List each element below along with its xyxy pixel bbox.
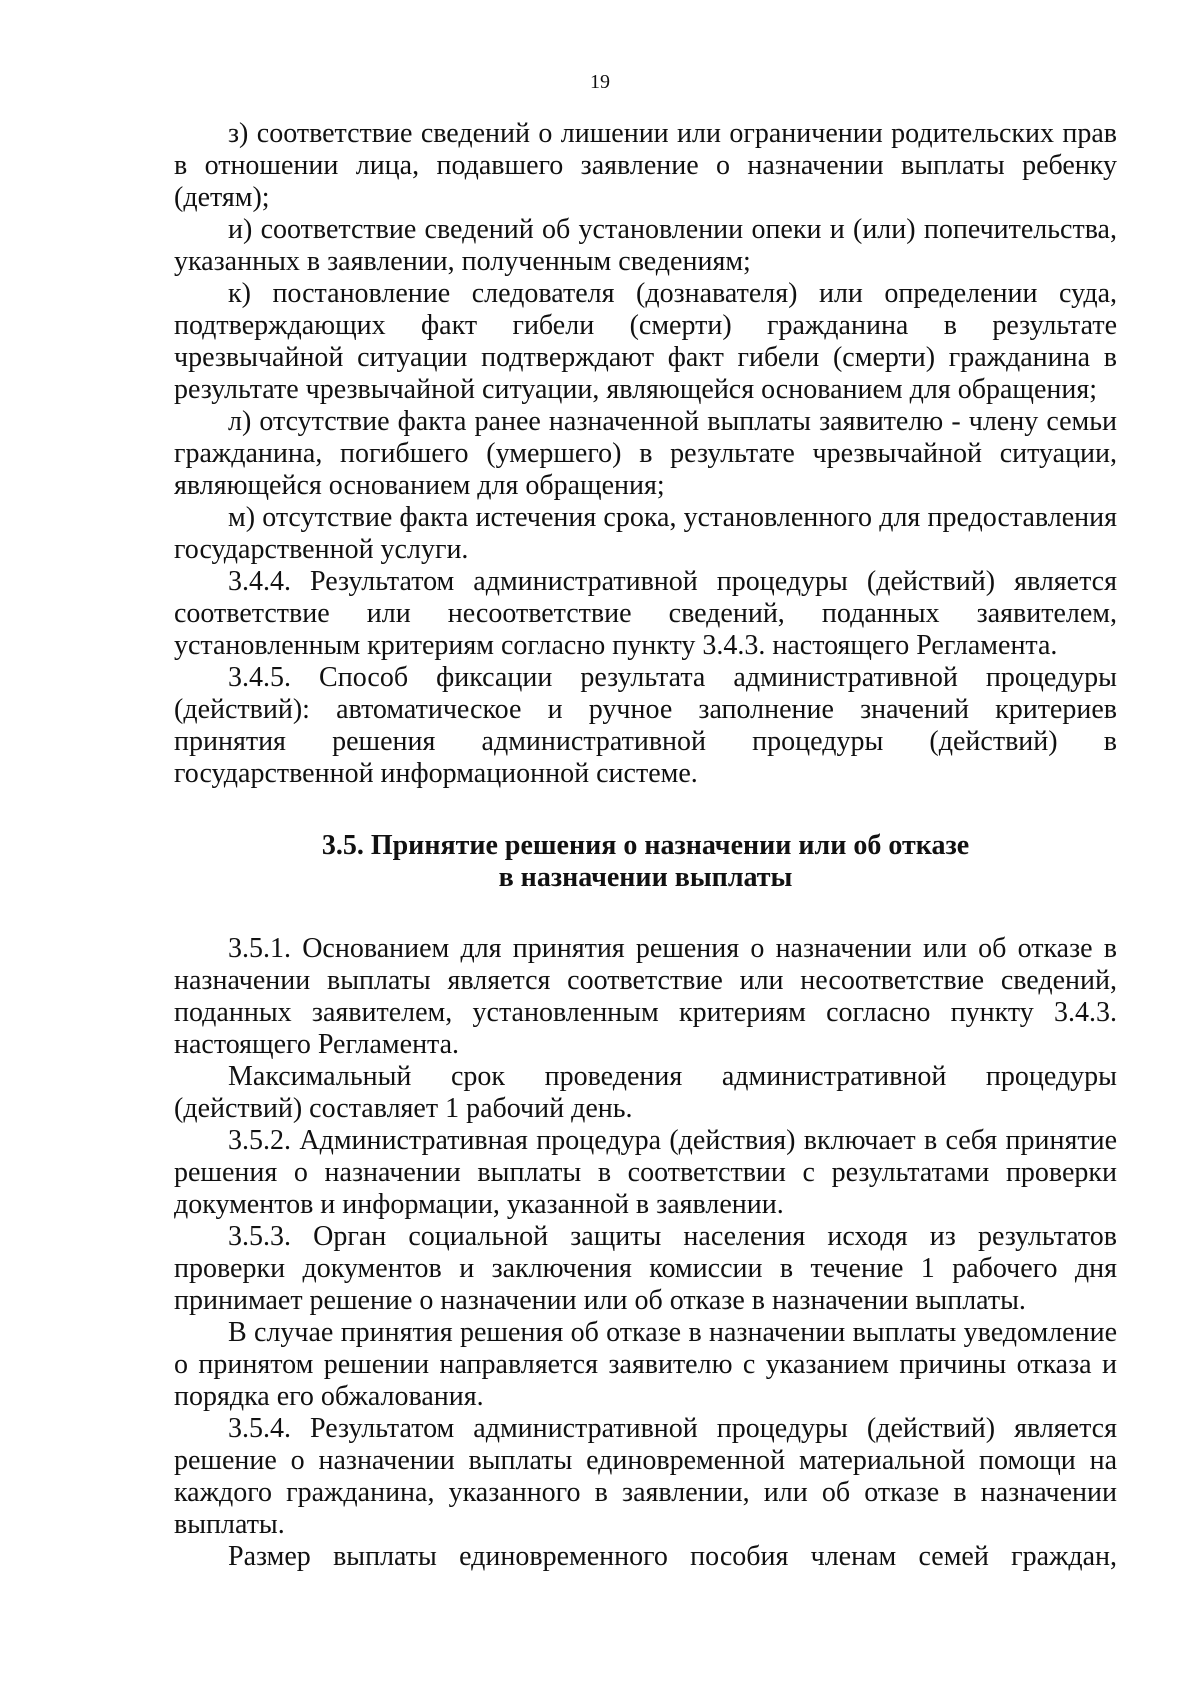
section-heading-3-5 xyxy=(174,830,1117,894)
section-heading-line-2: в назначении выплаты xyxy=(498,862,793,893)
paragraph-k: к) постановление следователя (дознавателя) или определении суда, подтверждающих факт гибели (смерти) гражданина в результате чрезвычайной ситуации подтверждают факт гибели (смерти) гражданина в результате чрезвычайной ситуации, являющейся основанием для обращения; xyxy=(174,278,1117,405)
section-heading-line-1: 3.5. Принятие решения о назначении или об отказе xyxy=(321,830,970,861)
paragraph-z: з) соответствие сведений о лишении или ограничении родительских прав в отношении лица, подавшего заявление о назначении выплаты ребенку (детям); xyxy=(174,118,1117,213)
paragraph-3-4-4: 3.4.4. Результатом административной процедуры (действий) является соответствие или несоответствие сведений, поданных заявителем, установленным критериям согласно пункту 3.4.3. настоящего Регламента. xyxy=(174,566,1117,661)
paragraph-l: л) отсутствие факта ранее назначенной выплаты заявителю - члену семьи гражданина, погибшего (умершего) в результате чрезвычайной ситуации, являющейся основанием для обращения; xyxy=(174,406,1117,501)
paragraph-m: м) отсутствие факта истечения срока, установленного для предоставления государственной услуги. xyxy=(174,502,1117,565)
paragraph-refusal-notice: В случае принятия решения об отказе в назначении выплаты уведомление о принятом решении направляется заявителю с указанием причины отказа и порядка его обжалования. xyxy=(174,1317,1117,1412)
paragraph-max-term: Максимальный срок проведения административной процедуры (действий) составляет 1 рабочий день. xyxy=(174,1061,1117,1124)
paragraph-3-5-3: 3.5.3. Орган социальной защиты населения исходя из результатов проверки документов и заключения комиссии в течение 1 рабочего дня принимает решение о назначении или об отказе в назначении выплаты. xyxy=(174,1221,1117,1316)
paragraph-3-4-5: 3.4.5. Способ фиксации результата административной процедуры (действий): автоматическое и ручное заполнение значений критериев принятия решения административной процедуры (действий) в государственной информационной системе. xyxy=(174,662,1117,789)
paragraph-3-5-4: 3.5.4. Результатом административной процедуры (действий) является решение о назначении выплаты единовременной материальной помощи на каждого гражданина, указанного в заявлении, или об отказе в назначении выплаты. xyxy=(174,1413,1117,1540)
paragraph-3-5-1: 3.5.1. Основанием для принятия решения о назначении или об отказе в назначении выплаты является соответствие или несоответствие сведений, поданных заявителем, установленным критериям согласно пункту 3.4.3. настоящего Регламента. xyxy=(174,933,1117,1060)
paragraph-i: и) соответствие сведений об установлении опеки и (или) попечительства, указанных в заявлении, полученным сведениям; xyxy=(174,214,1117,277)
paragraph-3-5-2: 3.5.2. Административная процедура (действия) включает в себя принятие решения о назначении выплаты в соответствии с результатами проверки документов и информации, указанной в заявлении. xyxy=(174,1125,1117,1220)
paragraph-payment-size: Размер выплаты единовременного пособия членам семей граждан, xyxy=(228,1541,1117,1572)
page-number: 19 xyxy=(590,71,610,93)
document-body xyxy=(174,118,1117,1573)
